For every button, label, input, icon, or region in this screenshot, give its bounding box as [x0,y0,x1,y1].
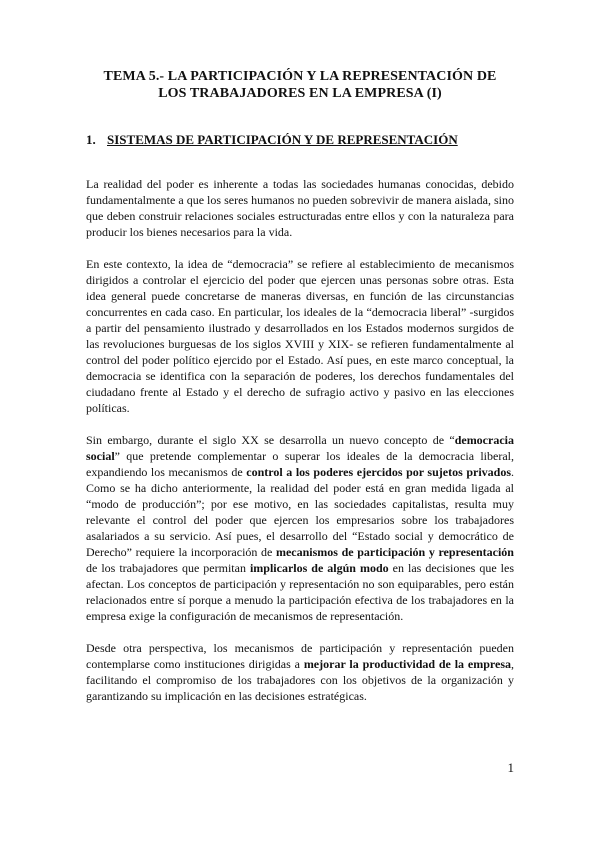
paragraph-4-text-1: Desde otra perspectiva, los mecanismos de participación y representación pueden contemplarse como instituciones dirigidas a [86,641,514,671]
paragraph-1: La realidad del poder es inherente a todas las sociedades humanas conocidas, debido fundamentalmente a que los seres humanos no pueden sobrevivir de manera aislada, sino que deben construir relaciones sociales estructuradas entre ellos y con la naturaleza para producir los bienes necesarios para la vida. [86,177,514,239]
paragraph-3 [86,432,514,624]
paragraph-3-bold-1: democracia social [86,433,514,463]
paragraph-4-text-2: , facilitando el compromiso de los trabajadores con los objetivos de la organización y garantizando su implicación en las decisiones estratégicas. [86,657,514,703]
document-title [86,68,514,102]
section-heading-text: SISTEMAS DE PARTICIPACIÓN Y DE REPRESENTACIÓN [107,132,458,147]
section-heading [86,132,514,148]
section-number: 1. [86,132,96,147]
paragraph-3-bold-4: implicarlos de algún modo [249,561,389,575]
paragraph-3-text-5: en las decisiones que les afectan. Los conceptos de participación y representación no son equiparables, pero están relacionados entre sí porque a menudo la participación efectiva de los trabajadores en la empresa exige la configuración de mecanismos de representación. [86,561,514,623]
paragraph-3-text-3: . Como se ha dicho anteriormente, la realidad del poder está en gran medida ligada al “modo de producción”; por ese motivo, en las sociedades capitalistas, resulta muy relevante el control del poder que ejercen los empresarios sobre los trabajadores asalariados a su servicio. Así pues, el desarrollo del “Estado social y democrático de Derecho” requiere la incorporación de [86,465,515,559]
paragraph-3-text-4: de los trabajadores que permitan [86,561,250,575]
paragraph-3-text-2: ” que pretende complementar o superar los ideales de la democracia liberal, expandiendo los mecanismos de [86,449,514,479]
paragraph-3-bold-3: mecanismos de participación y representación [275,545,514,559]
paragraph-3-text-1: Sin embargo, durante el siglo XX se desarrolla un nuevo concepto de “ [86,433,455,447]
title-line-2: LOS TRABAJADORES EN LA EMPRESA (I) [158,86,442,101]
paragraph-4 [86,640,514,704]
title-line-1: TEMA 5.- LA PARTICIPACIÓN Y LA REPRESENTACIÓN DE [103,69,497,84]
paragraph-2: En este contexto, la idea de “democracia” se refiere al establecimiento de mecanismos dirigidos a controlar el ejercicio del poder que ejercen unas personas sobre otras. Esta idea general puede concretarse de maneras diversas, en función de las circunstancias concurrentes en cada caso. En particular, los ideales de la “democracia liberal” -surgidos a partir del pensamiento ilustrado y desarrollados en los Estados modernos surgidos de las revoluciones burguesas de los siglos XVIII y XIX- se refieren fundamentalmente al control del poder político ejercido por el Estado. Así pues, en este marco conceptual, la democracia se identifica con la separación de poderes, los derechos fundamentales del ciudadano frente al Estado y el derecho de sufragio activo y pasivo en las elecciones políticas. [86,257,514,415]
page-number: 1 [507,760,514,775]
paragraph-4-bold-1: mejorar la productividad de la empresa [303,657,511,671]
paragraph-3-bold-2: control a los poderes ejercidos por sujetos privados [246,465,512,479]
